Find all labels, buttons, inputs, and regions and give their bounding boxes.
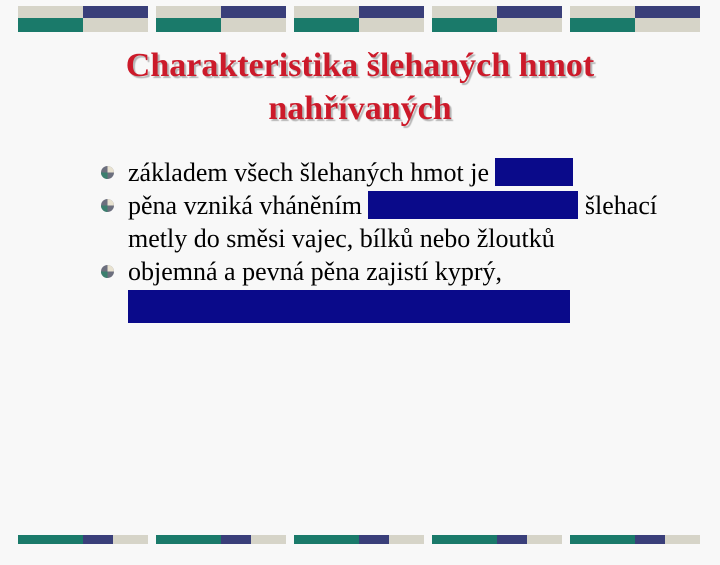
redaction-block [495,158,573,186]
bullet-text-1: základem všech šlehaných hmot je [128,158,496,187]
sphere-bullet-icon [100,264,115,279]
decor-block [156,18,221,32]
bullet-list [100,156,680,323]
redaction-block [128,290,570,323]
decor-block [221,6,286,18]
bottom-decor-bar [0,531,720,565]
bullet-text-2: pěna vzniká vháněním [128,191,369,220]
decor-block [18,18,83,32]
top-decor-pattern [0,0,720,34]
decor-block [359,18,424,32]
slide-title: Charakteristika šlehaných hmot nahřívaných [125,47,595,127]
top-decor-bar [0,0,720,34]
sphere-bullet-icon [100,198,115,213]
decor-block [432,18,497,32]
decor-block [635,6,700,18]
sphere-bullet-icon [100,165,115,180]
decor-block [83,18,148,32]
redaction-block [368,191,578,219]
bullet-text-2-cont: šlehací metly do směsi vajec, bílků nebo žloutků [128,191,658,253]
bullet-item-3 [100,255,680,323]
bullet-item-2 [100,189,680,255]
decor-block [497,18,562,32]
bullet-text-3: objemná a pevná pěna zajistí kyprý, [128,257,502,286]
decor-block [497,6,562,18]
decor-block [359,6,424,18]
decor-block [221,18,286,32]
decor-block [635,18,700,32]
bullet-item-1 [100,156,680,189]
decor-block [294,18,359,32]
decor-block [570,18,635,32]
decor-block [83,6,148,18]
